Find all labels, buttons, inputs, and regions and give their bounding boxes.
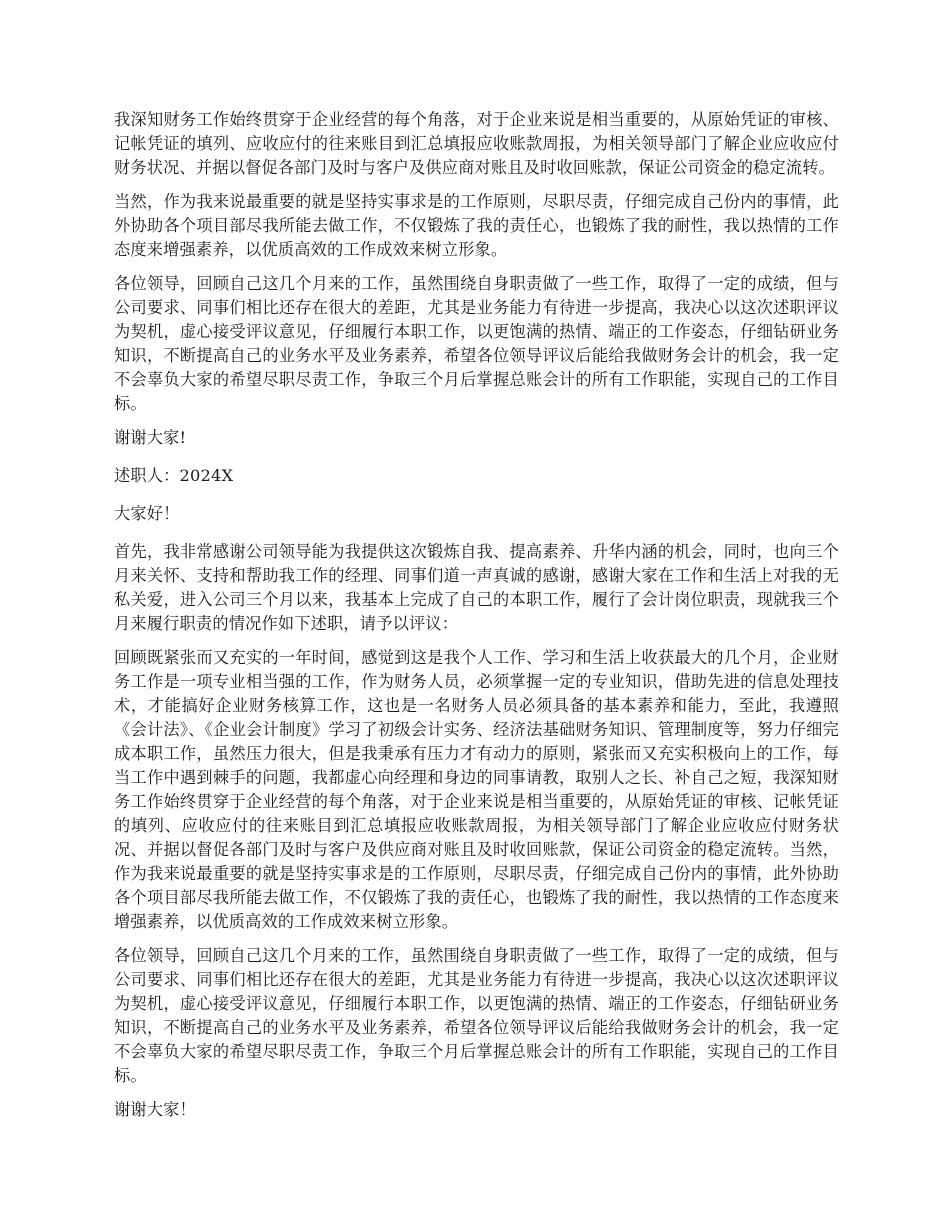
paragraph-year-review: 回顾既紧张而又充实的一年时间，感觉到这是我个人工作、学习和生活上收获最大的几个月，企业财务工作是一项专业相当强的工作，作为财务人员，必须掌握一定的专业知识，借助先进的信息处理技术，才能搞好企业财务核算工作，这也是一名财务人员必须具备的基本素养和能力，至此，我遵照《会计法》、《企业会计制度》学习了初级会计实务、经济法基础财务知识、管理制度等，努力仔细完成本职工作，虽然压力很大，但是我秉承有压力才有动力的原则，紧张而又充实积极向上的工作，每当工作中遇到棘手的问题，我都虚心向经理和身边的同事请教，取别人之长、补自己之短，我深知财务工作始终贯穿于企业经营的每个角落，对于企业来说是相当重要的，从原始凭证的审核、记帐凭证的填列、应收应付的往来账目到汇总填报应收账款周报，为相关领导部门了解企业应收应付财务状况、并据以督促各部门及时与客户及供应商对账且及时收回账款，保证公司资金的稳定流转。当然，作为我来说最重要的就是坚持实事求是的工作原则，尽职尽责，仔细完成自己份内的事情，此外协助各个项目部尽我所能去做工作，不仅锻炼了我的责任心，也锻炼了我的耐性，我以热情的工作态度来增强素养，以优质高效的工作成效来树立形象。 <box>114 648 839 931</box>
paragraph-greeting: 大家好！ <box>114 504 180 523</box>
paragraph-introduction: 首先，我非常感谢公司领导能为我提供这次锻炼自我、提高素养、升华内涵的机会，同时，也向三个月来关怀、支持和帮助我工作的经理、同事们道一声真诚的感谢，感谢大家在工作和生活上对我的无私关爱，进入公司三个月以来，我基本上完成了自己的本职工作，履行了会计岗位职责，现就我三个月来履行职责的情况作如下述职，请予以评议： <box>114 542 839 633</box>
document-body <box>114 108 839 1136</box>
paragraph-thanks: 谢谢大家! <box>114 428 187 447</box>
paragraph-final-thanks: 谢谢大家！ <box>114 1100 196 1119</box>
paragraph-review-goals: 各位领导，回顾自己这几个月来的工作，虽然围绕自身职责做了一些工作，取得了一定的成绩，但与公司要求、同事们相比还存在很大的差距，尤其是业务能力有待进一步提高，我决心以这次述职评议为契机，虚心接受评议意见，仔细履行本职工作，以更饱满的热情、端正的工作姿态，仔细钻研业务知识，不断提高自己的业务水平及业务素养，希望各位领导评议后能给我做财务会计的机会，我一定不会辜负大家的希望尽职尽责工作，争取三个月后掌握总账会计的所有工作职能，实现自己的工作目标。 <box>114 274 839 413</box>
paragraph-closing-review: 各位领导，回顾自己这几个月来的工作，虽然围绕自身职责做了一些工作，取得了一定的成绩，但与公司要求、同事们相比还存在很大的差距，尤其是业务能力有待进一步提高，我决心以这次述职评议为契机，虚心接受评议意见，仔细履行本职工作，以更饱满的热情、端正的工作姿态，仔细钻研业务知识，不断提高自己的业务水平及业务素养，希望各位领导评议后能给我做财务会计的机会，我一定不会辜负大家的希望尽职尽责工作，争取三个月后掌握总账会计的所有工作职能，实现自己的工作目标。 <box>114 946 839 1085</box>
paragraph-finance-role: 我深知财务工作始终贯穿于企业经营的每个角落，对于企业来说是相当重要的，从原始凭证的审核、记帐凭证的填列、应收应付的往来账目到汇总填报应收账款周报，为相关领导部门了解企业应收应付财务状况、并据以督促各部门及时与客户及供应商对账且及时收回账款，保证公司资金的稳定流转。 <box>114 110 839 177</box>
paragraph-work-principle: 当然，作为我来说最重要的就是坚持实事求是的工作原则，尽职尽责，仔细完成自己份内的事情，此外协助各个项目部尽我所能去做工作，不仅锻炼了我的责任心，也锻炼了我的耐性，我以热情的工作态度来增强素养，以优质高效的工作成效来树立形象。 <box>114 192 839 259</box>
paragraph-signature: 述职人：2024X <box>114 466 234 485</box>
